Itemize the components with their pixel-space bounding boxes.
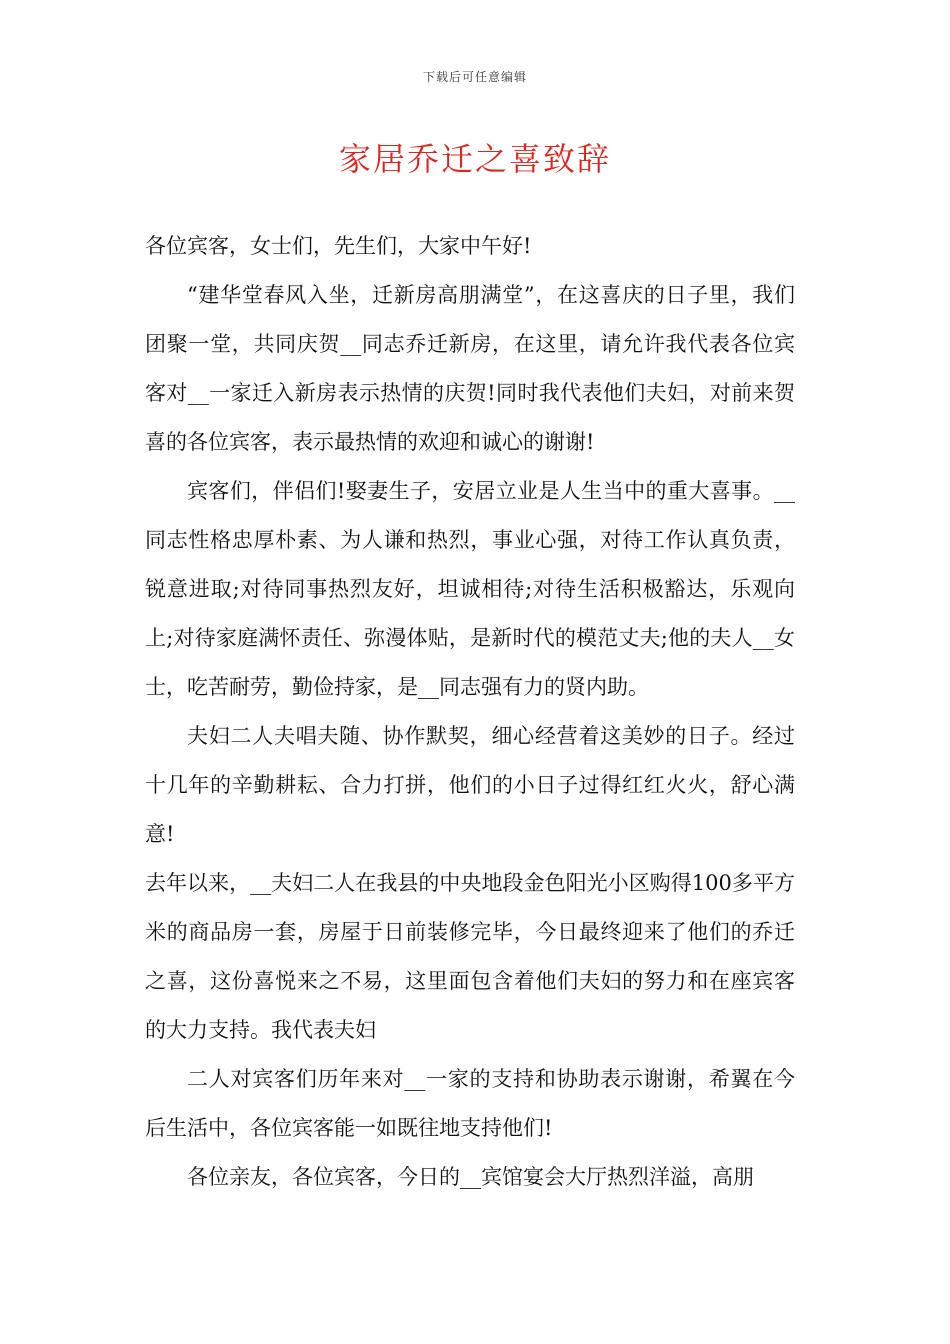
paragraph: “建华堂春风入坐，迁新房高朋满堂”，在这喜庆的日子里，我们团聚一堂，共同庆贺__同志乔迁新房，在这里，请允许我代表各位宾客对__一家迁入新房表示热情的庆贺!同时我代表他们夫妇，对前来贺喜的各位宾客，表示最热情的欢迎和诚心的谢谢! xyxy=(145,283,795,454)
paragraph: 夫妇二人夫唱夫随、协作默契，细心经营着这美妙的日子。经过十几年的辛勤耕耘、合力打拼，他们的小日子过得红红火火，舒心满意! xyxy=(145,724,795,846)
paragraph: 宾客们，伴侣们!娶妻生子，安居立业是人生当中的重大喜事。__同志性格忠厚朴素、为人谦和热烈，事业心强，对待工作认真负责，锐意进取;对待同事热烈友好，坦诚相待;对待生活积极豁达，乐观向上;对待家庭满怀责任、弥漫体贴，是新时代的模范丈夫;他的夫人__女士，吃苦耐劳，勤俭持家，是__同志强有力的贤内助。 xyxy=(145,479,795,699)
paragraph: 二人对宾客们历年来对__一家的支持和协助表示谢谢，希翼在今后生活中，各位宾客能一如既往地支持他们! xyxy=(145,1067,795,1140)
document-body xyxy=(145,222,795,1202)
header-note: 下载后可任意编辑 xyxy=(422,70,527,84)
paragraph: 各位亲友，各位宾客，今日的__宾馆宴会大厅热烈洋溢，高朋 xyxy=(187,1165,754,1189)
paragraph: 去年以来，__夫妇二人在我县的中央地段金色阳光小区购得100多平方米的商品房一套，房屋于日前装修完毕，今日最终迎来了他们的乔迁之喜，这份喜悦来之不易，这里面包含着他们夫妇的努力和在座宾客的大力支持。我代表夫妇 xyxy=(145,871,795,1042)
document-title: 家居乔迁之喜致辞 xyxy=(338,140,611,178)
paragraph-greeting: 各位宾客，女士们，先生们，大家中午好! xyxy=(145,234,532,258)
